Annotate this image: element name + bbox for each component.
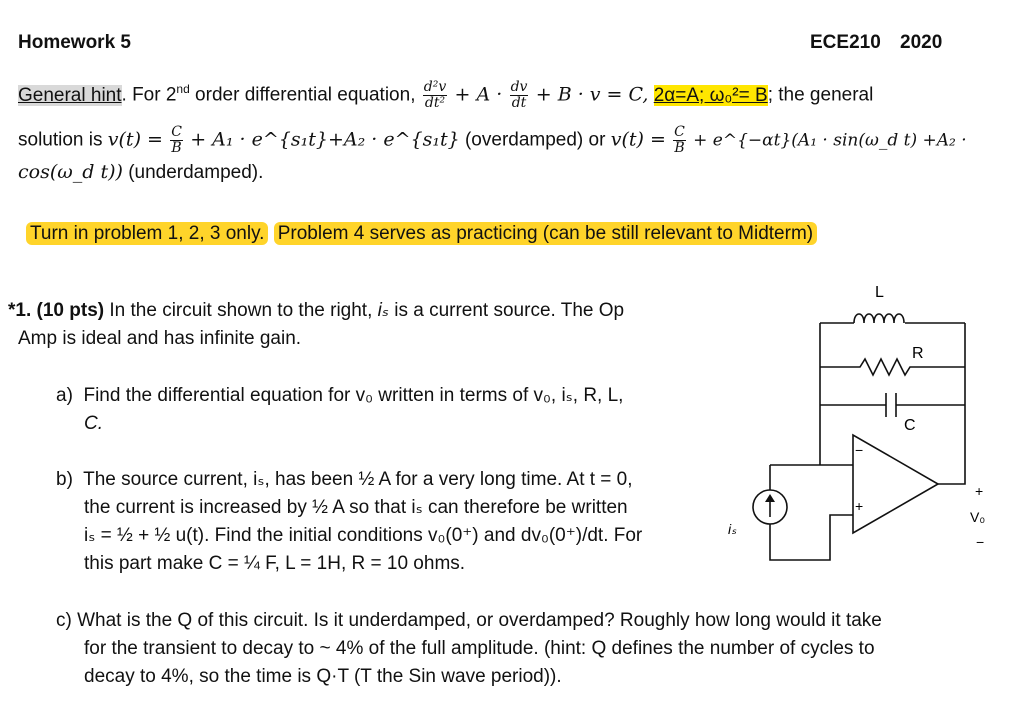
overdamped-expr: + A₁ · e^{s₁t}+A₂ · e^{s₁t} <box>190 128 460 151</box>
opamp-minus-label: − <box>855 442 864 458</box>
part-c-text-3: decay to 4%, so the time is Q·T (T the Sin wave period)). <box>84 666 562 687</box>
label-C: C <box>904 417 916 434</box>
course-code: ECE210 <box>810 32 881 53</box>
part-b-text-1: The source current, iₛ, has been ½ A for a very long time. At t = 0, <box>83 469 633 490</box>
current-arrow-icon <box>765 494 775 502</box>
hint-tail: ; the general <box>767 84 874 106</box>
resistor-symbol <box>820 359 965 375</box>
hint-intro-rest: order differential equation, <box>189 84 416 106</box>
label-vo: V₀ <box>970 509 986 525</box>
op-amp-symbol <box>853 435 938 533</box>
turn-in-notice <box>26 223 817 245</box>
source-wire <box>770 515 853 560</box>
frac-c-over-b-2 <box>673 125 686 156</box>
notice-turn-in: Turn in problem 1, 2, 3 only. <box>26 222 268 245</box>
label-is: iₛ <box>728 521 737 537</box>
part-a <box>56 382 716 438</box>
label-R: R <box>912 345 924 362</box>
underdamped-label: (underdamped). <box>128 162 264 183</box>
part-b-text-3: iₛ = ½ + ½ u(t). Find the initial conditions v₀(0⁺) and dv₀(0⁺)/dt. For <box>84 525 643 546</box>
part-b <box>56 466 736 578</box>
overdamped-label: (overdamped) or <box>464 129 606 151</box>
opamp-plus-label: + <box>855 498 864 514</box>
output-wire <box>938 323 965 484</box>
capacitor-symbol <box>886 393 896 417</box>
frac-dv <box>510 80 529 111</box>
problem1-intro-1: In the circuit shown to the right, <box>109 300 373 321</box>
frac-b-1: B <box>171 140 182 156</box>
underdamped-cos: cos(ω_d t)) <box>18 161 123 183</box>
part-c <box>56 607 1016 691</box>
course-year: 2020 <box>900 32 943 53</box>
hint-line-1 <box>18 80 873 111</box>
eq-rest: + B · v = C, <box>535 83 649 106</box>
problem1-intro-3: Amp is ideal and has infinite gain. <box>18 328 302 349</box>
part-a-text-2: C. <box>84 413 103 434</box>
hint-label: General hint <box>18 84 122 106</box>
problem1-is-var: iₛ <box>377 300 389 321</box>
hint-highlight: 2α=A; ω₀²= B <box>653 84 768 106</box>
part-b-text-2: the current is increased by ½ A so that iₛ can therefore be written <box>84 497 628 518</box>
hint-line-3 <box>18 161 263 184</box>
part-a-label: a) <box>56 385 73 406</box>
label-L: L <box>875 284 884 301</box>
frac-d2v <box>423 80 447 111</box>
hint-intro: . For 2 <box>121 84 177 106</box>
out-minus-label: − <box>976 534 985 550</box>
part-a-text-1: Find the differential equation for v₀ written in terms of v₀, iₛ, R, L, <box>83 385 624 406</box>
frac-c-over-b-1 <box>170 125 183 156</box>
inductor-symbol <box>854 314 904 323</box>
hint-intro-sup: nd <box>176 82 190 97</box>
notice-practice: Problem 4 serves as practicing (can be still relevant to Midterm) <box>274 222 817 245</box>
vt-label-2: v(t) = <box>610 128 666 151</box>
solution-is: solution is <box>18 129 103 151</box>
hint-line-2 <box>18 125 967 156</box>
eq-plus-a: + A · <box>454 83 503 106</box>
frac-d2v-num: d²v <box>423 79 447 95</box>
out-plus-label: + <box>975 483 984 499</box>
problem1-intro <box>8 297 708 353</box>
vt-label-1: v(t) = <box>107 128 163 151</box>
problem1-intro-2: is a current source. The Op <box>394 300 625 321</box>
underdamped-expr: + e^{−αt}(A₁ · sin(ω_d t) +A₂ · <box>693 130 967 151</box>
problem1-number: *1. <box>8 300 32 321</box>
frac-c-2: C <box>674 124 685 140</box>
part-c-text-2: for the transient to decay to ~ 4% of the full amplitude. (hint: Q defines the number of cycles to <box>84 638 875 659</box>
part-c-text-1: What is the Q of this circuit. Is it underdamped, or overdamped? Roughly how long would it take <box>77 610 882 631</box>
circuit-diagram <box>720 275 1020 575</box>
frac-d2v-den: dt² <box>424 95 446 111</box>
homework-title: Homework 5 <box>18 32 131 53</box>
part-c-label: c) <box>56 610 72 631</box>
part-b-label: b) <box>56 469 73 490</box>
frac-dv-den: dt <box>511 95 527 111</box>
part-b-text-4: this part make C = ¼ F, L = 1H, R = 10 ohms. <box>84 553 466 574</box>
frac-b-2: B <box>674 140 685 156</box>
problem1-points: (10 pts) <box>36 300 105 321</box>
frac-c-1: C <box>171 124 182 140</box>
frac-dv-num: dv <box>510 79 528 95</box>
